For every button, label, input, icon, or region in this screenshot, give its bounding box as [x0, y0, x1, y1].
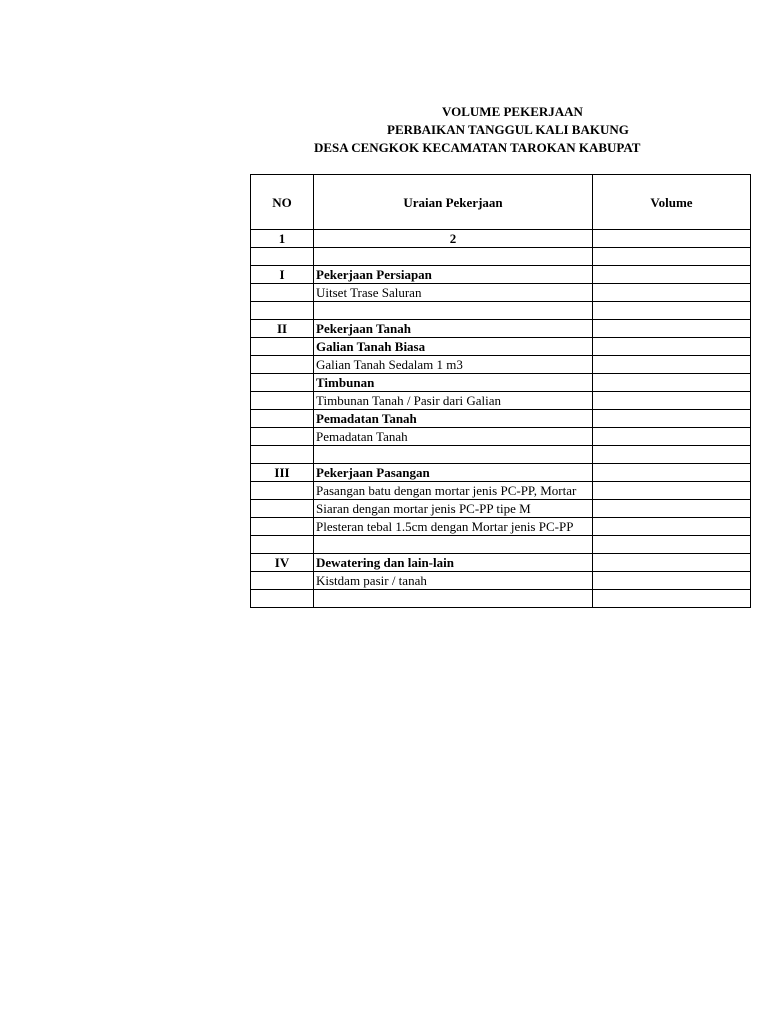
- header-row: [251, 175, 751, 230]
- table-row: [251, 356, 751, 374]
- volume-cell: [593, 320, 751, 338]
- work-item-description: Siaran dengan mortar jenis PC-PP tipe M: [314, 500, 593, 518]
- table-row: [251, 266, 751, 284]
- volume-cell: [593, 410, 751, 428]
- section-heading: Timbunan: [314, 374, 593, 392]
- volume-cell: [593, 374, 751, 392]
- row-number: [251, 482, 314, 500]
- title-volume-pekerjaan: VOLUME PEKERJAAN: [442, 104, 583, 119]
- volume-cell: [593, 356, 751, 374]
- volume-cell: [593, 590, 751, 608]
- table-row: [251, 410, 751, 428]
- row-number: [251, 284, 314, 302]
- work-item-description: Timbunan Tanah / Pasir dari Galian: [314, 392, 593, 410]
- volume-cell: [593, 536, 751, 554]
- volume-cell: [593, 266, 751, 284]
- row-number: [251, 572, 314, 590]
- table-row: [251, 392, 751, 410]
- row-number: [251, 248, 314, 266]
- table-row: [251, 464, 751, 482]
- volume-cell: [593, 248, 751, 266]
- section-heading: Dewatering dan lain-lain: [314, 554, 593, 572]
- table-row: [251, 572, 751, 590]
- row-number: II: [251, 320, 314, 338]
- section-heading: Pekerjaan Tanah: [314, 320, 593, 338]
- section-heading: Pekerjaan Pasangan: [314, 464, 593, 482]
- row-number: [251, 500, 314, 518]
- table-row: [251, 320, 751, 338]
- section-heading: Galian Tanah Biasa: [314, 338, 593, 356]
- volume-cell: [593, 518, 751, 536]
- table-row: [251, 248, 751, 266]
- work-item-description: Uitset Trase Saluran: [314, 284, 593, 302]
- work-item-description: Pemadatan Tanah: [314, 428, 593, 446]
- title-project-name: PERBAIKAN TANGGUL KALI BAKUNG: [387, 122, 629, 137]
- work-item-description: [314, 446, 593, 464]
- work-item-description: [314, 536, 593, 554]
- work-item-description: [314, 248, 593, 266]
- table-row: [251, 284, 751, 302]
- table-row: [251, 536, 751, 554]
- row-number: [251, 302, 314, 320]
- header-volume: Volume: [593, 175, 751, 230]
- work-item-description: Kistdam pasir / tanah: [314, 572, 593, 590]
- table-row: [251, 374, 751, 392]
- volume-cell: [593, 554, 751, 572]
- work-item-description: Plesteran tebal 1.5cm dengan Mortar jenis PC-PP: [314, 518, 593, 536]
- table-row: [251, 554, 751, 572]
- header-uraian-pekerjaan: Uraian Pekerjaan: [314, 175, 593, 230]
- volume-cell: [593, 338, 751, 356]
- work-item-description: Galian Tanah Sedalam 1 m3: [314, 356, 593, 374]
- table-row: [251, 338, 751, 356]
- row-number: [251, 392, 314, 410]
- table-row: [251, 446, 751, 464]
- header-no: NO: [251, 175, 314, 230]
- row-number: [251, 590, 314, 608]
- volume-cell: [593, 572, 751, 590]
- volume-cell: [593, 428, 751, 446]
- row-number: [251, 356, 314, 374]
- row-number: [251, 428, 314, 446]
- table-row: [251, 500, 751, 518]
- table-row: [251, 590, 751, 608]
- column-number-3: [593, 230, 751, 248]
- work-item-description: [314, 302, 593, 320]
- table-row: [251, 428, 751, 446]
- volume-cell: [593, 392, 751, 410]
- row-number: [251, 410, 314, 428]
- volume-cell: [593, 500, 751, 518]
- column-number-1: 1: [251, 230, 314, 248]
- section-heading: Pekerjaan Persiapan: [314, 266, 593, 284]
- row-number: I: [251, 266, 314, 284]
- title-location: DESA CENGKOK KECAMATAN TAROKAN KABUPAT: [314, 140, 641, 155]
- row-number: [251, 446, 314, 464]
- column-number-row: [251, 230, 751, 248]
- row-number: III: [251, 464, 314, 482]
- table-row: [251, 518, 751, 536]
- row-number: [251, 536, 314, 554]
- volume-table: [250, 174, 751, 608]
- section-heading: Pemadatan Tanah: [314, 410, 593, 428]
- volume-cell: [593, 302, 751, 320]
- volume-cell: [593, 464, 751, 482]
- work-item-description: [314, 590, 593, 608]
- column-number-2: 2: [314, 230, 593, 248]
- volume-cell: [593, 284, 751, 302]
- row-number: IV: [251, 554, 314, 572]
- row-number: [251, 518, 314, 536]
- row-number: [251, 338, 314, 356]
- row-number: [251, 374, 314, 392]
- volume-cell: [593, 446, 751, 464]
- table-row: [251, 302, 751, 320]
- volume-cell: [593, 482, 751, 500]
- table-row: [251, 482, 751, 500]
- work-item-description: Pasangan batu dengan mortar jenis PC-PP, Mortar: [314, 482, 593, 500]
